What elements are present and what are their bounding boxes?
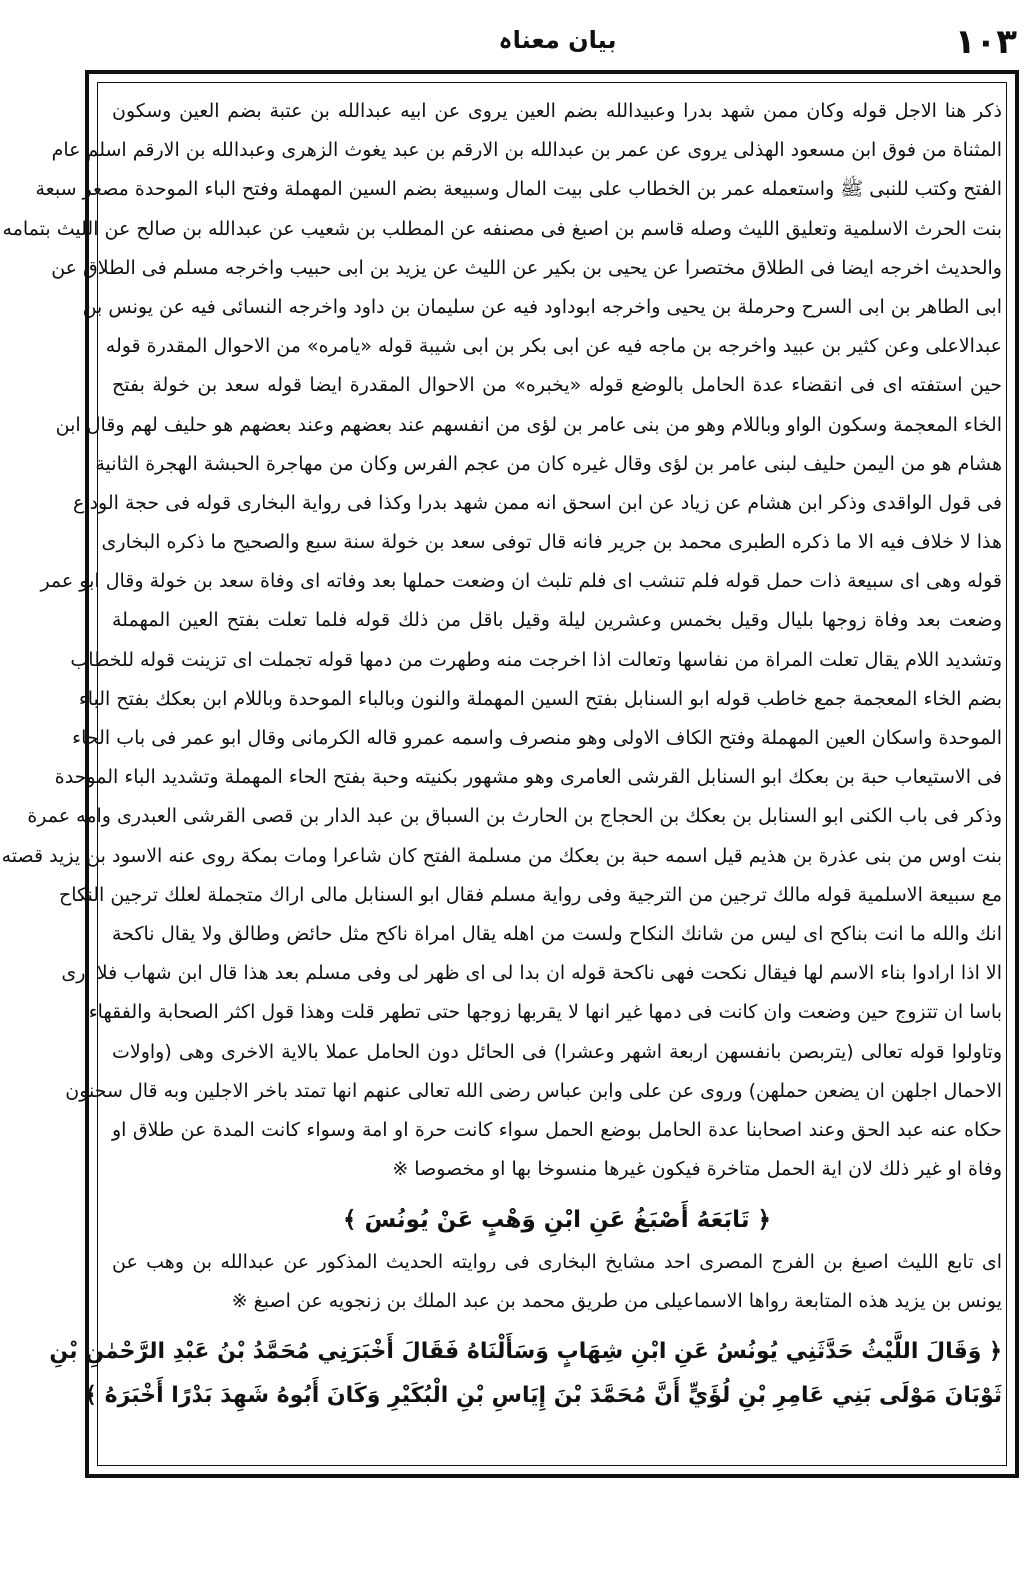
commentary-line: الفتح وكتب للنبى ﷺ واستعمله عمر بن الخطاب على بيت المال وسبيعة بضم السين المهملة وفتح الباء الموحدة مصغر سبعة [35,178,1002,201]
commentary-block-1 [1,92,1002,1189]
commentary-line: اى تابع الليث اصبغ بن الفرج المصرى احد مشايخ البخارى فى روايته الحديث المذكور عن عبدالله بن وهب عن [112,1251,1002,1274]
commentary-line: وتشديد اللام يقال تعلت المراة من نفاسها وتعالت اذا اخرجت منه وطهرت من دمها قوله تجملت اى تزينت قوله للخطاب [70,648,1002,671]
commentary-line: عبدالاعلى وعن كثير بن عبيد واخرجه بن ماجه فيه عن ابى بكر بن ابى شيبة قوله «يامره» من الاحوال المقدرة قوله [105,335,1002,358]
commentary-line: الا اذا ارادوا بناء الاسم لها فيقال نكحت فهى ناكحة قوله ان بدا لى اى ظهر لى وفى مسلم بعد هذا قال ابن شهاب فلا ارى [61,962,1002,985]
commentary-line: وتاولوا قوله تعالى (يتربصن بانفسهن اربعة اشهر وعشرا) فى الحائل دون الحامل عملا بالاية الاخرى وهى (واولات [112,1040,1002,1063]
page-number: ١٠٣ [954,22,1017,62]
commentary-line: فى الاستيعاب حبة بن بعكك ابو السنابل القرشى العامرى وهو مشهور بكنيته وحبة بفتح الحاء المهملة وتشديد الباء الموحدة [54,766,1002,789]
running-head: بیان معناہ [498,26,617,54]
commentary-line: هذا لا خلاف فيه الا ما ذكره الطبرى محمد بن جرير فانه قال توفى سعد بن خولة سنة سبع والصحيح ما ذكره البخارى [101,531,1002,554]
commentary-line: وذكر فى باب الكنى ابو السنابل بن بعكك بن الحجاج بن الحارث بن السباق بن عبد الدار بن قصى القرشى العبدرى وامه عمرة [27,805,1002,828]
commentary-line: وضعت بعد وفاة زوجها بليال وقيل بخمس وعشرين ليلة وقيل باقل من ذلك قوله فلما تعلت بفتح العين المهملة [112,609,1002,632]
page-header [90,22,1025,66]
matn-heading: ﴿ تَابَعَهُ أَصْبَغُ عَنِ ابْنِ وَهْبٍ عَنْ يُونُسَ ﴾ [343,1207,771,1234]
commentary-line: ذكر هنا الاجل قوله وكان ممن شهد بدرا وعبيدالله بضم العين يروى عن ابيه عبدالله بن عتبة بضم العين وسكون [112,100,1002,122]
commentary-line: حين استفته اى فى انقضاء عدة الحامل بالوضع قوله «يخبره» من الاحوال المقدرة ايضا قوله سعد بن خولة بفتح [112,374,1002,397]
commentary-line: مع سبيعة الاسلمية قوله مالك ترجين من الترجية وفى رواية مسلم فقال ابو السنابل مالى اراك متجملة لعلك ترجين النكاح [58,883,1002,906]
spacer [112,1189,1002,1197]
commentary-line: ابى الطاهر بن ابى السرح وحرملة بن يحيى واخرجه ابوداود فيه عن سليمان بن داود واخرجه النسائى فيه عن يونس بن [82,295,1002,318]
commentary-line: والحديث اخرجه ايضا فى الطلاق مختصرا عن يحيى بن بكير عن الليث عن يزيد بن ابى حبيب واخرجه مسلم فى الطلاق عن [51,256,1002,279]
commentary-line: باسا ان تتزوج حين وضعت وان كانت فى دمها غير انها لا يقربها زوجها حتى تطهر قلت وهذا قول اكثر الصحابة والفقهاء [88,1001,1002,1024]
commentary-line: قوله وهى اى سبيعة ذات حمل قوله فلم تنشب اى فلم تلبث ان وضعت حملها بعد وفاته اى وفاة سعد بن خولة وقال ابو عمر [40,570,1002,593]
commentary-line: بنت الحرث الاسلمية وتعليق الليث وصله قاسم بن اصبغ فى مصنفه عن المطلب بن شعيب عن عبدالله بن صالح عن الليث بتمامه [2,217,1002,240]
commentary-block-2 [112,1243,1002,1321]
matn-line: ثَوْبَانَ مَوْلَى بَنِي عَامِرِ بْنِ لُؤَيٍّ أَنَّ مُحَمَّدَ بْنَ إِيَاسِ بْنِ الْبُكَيْرِ وَكَانَ أَبُوهُ شَهِدَ بَدْرًا أَخْبَرَهُ ﴾ [84,1382,1002,1408]
commentary-line: الاحمال اجلهن ان يضعن حملهن) وروى عن على وابن عباس رضى الله تعالى عنهم انها تمتد باخر الاجلين وبه قال سحنون [65,1079,1002,1102]
commentary-line: فى قول الواقدى وذكر ابن هشام عن زياد عن ابن اسحق انه ممن شهد بدرا وكذا فى رواية البخارى قوله فى حجة الوداع [72,491,1002,514]
text-body [1,92,1002,1462]
commentary-line: الموحدة واسكان العين المهملة وفتح الكاف الاولى وهو منصرف واسمه عمرو قاله الكرمانى وقال ابو عمر فى باب الحاء [72,727,1002,749]
spacer [112,1322,1002,1330]
commentary-line: وفاة او غير ذلك لان اية الحمل متاخرة فيكون غيرها منسوخا بها او مخصوصا ※ [392,1158,1002,1181]
commentary-line: بنت اوس من بنى عذرة بن هذيم قيل اسمه حبة بن بعكك من مسلمة الفتح كان شاعرا ومات بمكة روى عنه الاسود بن يزيد قصته [1,844,1002,867]
commentary-line: حكاه عنه عبد الحق وعند اصحابنا عدة الحامل بوضع الحمل سواء كانت حرة او امة وسواء كانت المدة عن طلاق او [112,1118,1002,1141]
matn-block-2 [49,1330,1002,1418]
commentary-line: المثناة من فوق ابن مسعود الهذلى يروى عن عمر بن عبدالله بن الارقم بن عبد يغوث الزهرى وعبدالله بن الارقم اسلم عام [51,139,1002,162]
commentary-line: انك والله ما انت بناكح اى ليس من شانك النكاح ولست من اهله يقال امراة ناكح مثل حائض وطالق ولا يقال ناكحة [112,922,1002,945]
commentary-line: الخاء المعجمة وسكون الواو وباللام وهو من بنى عامر بن لؤى من انفسهم عند بعضهم وعند بعضهم هو حليف لهم وقال ابن [55,413,1002,436]
commentary-line: يونس بن يزيد هذه المتابعة رواها الاسماعيلى من طريق محمد بن عبد الملك بن زنجويه عن اصبغ ※ [231,1290,1002,1313]
commentary-line: هشام هو من اليمن حليف لبنى عامر بن لؤى وقال غيره كان من عجم الفرس وكان من مهاجرة الحبشة الهجرة الثانية [95,452,1002,475]
matn-line: ﴿ وَقَالَ اللَّيْثُ حَدَّثَنِي يُونُسُ عَنِ ابْنِ شِهَابٍ وَسَأَلْنَاهُ فَقَالَ أَخْبَرَنِي مُحَمَّدُ بْنُ عَبْدِ الرَّحْمٰنِ بْنِ [49,1338,1002,1364]
commentary-line: بضم الخاء المعجمة جمع خاطب قوله ابو السنابل بفتح السين المهملة والنون وبالباء الموحدة وباللام ابن بعكك بفتح الباء [78,687,1002,710]
